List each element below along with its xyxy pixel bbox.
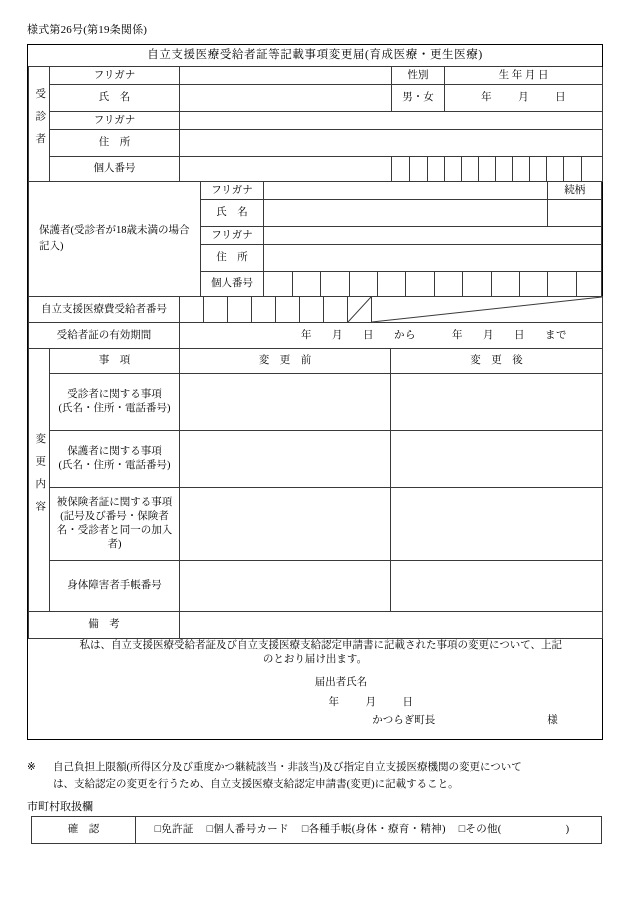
change-item-label: 被保険者証に関する事項 (記号及び番号・保険者 名・受診者と同一の加入 者) [50,488,180,561]
recipient-number-unused-area [372,297,603,323]
mynumber-box[interactable] [530,157,547,182]
decl-day: 日 [402,696,414,708]
guardian-name-label: 氏 名 [200,200,264,227]
checkbox-other[interactable] [459,824,570,835]
recipient-number-label: 自立支援医療費受給者番号 [29,297,180,323]
mynumber-box[interactable] [445,157,462,182]
mynumber-box[interactable] [428,157,445,182]
confirmation-checkboxes [136,817,602,844]
confirmation-row [32,817,602,844]
mynumber-box[interactable] [463,272,491,297]
recipient-number-box[interactable] [324,297,348,323]
change-col-after: 変 更 後 [391,349,603,374]
decl-year: 年 [328,696,340,708]
change-side-label: 変更内容 [29,349,50,612]
patient-side-label: 受診者 [29,67,50,182]
change-after-value[interactable] [391,431,603,488]
patient-mynumber-spacer [180,157,392,182]
patient-birth-value[interactable] [445,85,603,112]
patient-mynumber-label: 個人番号 [50,157,180,182]
validity-value[interactable] [180,323,603,349]
recipient-number-section [28,296,603,323]
valid-from-year: 年 [301,329,312,341]
recipient-number-box[interactable] [300,297,324,323]
patient-furigana-row [29,67,603,85]
valid-from-word: から [394,329,416,341]
mynumber-box[interactable] [434,272,462,297]
mynumber-box[interactable] [576,272,601,297]
guardian-label: 保護者(受診者が18歳未満の場合記入) [29,182,201,297]
mayor-line [28,714,602,728]
recipient-number-box[interactable] [276,297,300,323]
confirmation-label: 確 認 [32,817,136,844]
mynumber-box[interactable] [410,157,428,182]
patient-address-furigana-label: フリガナ [50,112,180,130]
validity-row [29,323,603,349]
valid-to-word: まで [545,329,567,341]
change-item-label: 保護者に関する事項 (氏名・住所・電話番号) [50,431,180,488]
change-col-item: 事 項 [50,349,180,374]
change-section [28,348,603,612]
patient-name-label: 氏 名 [50,85,180,112]
checkbox-other-close-paren: ) [565,824,570,836]
recipient-number-box[interactable] [204,297,228,323]
recipient-number-box[interactable] [180,297,204,323]
municipal-table [31,816,602,844]
checkbox-mynumber-card[interactable]: □個人番号カード [206,824,289,836]
mayor-title: かつらぎ町長 [372,715,436,727]
mynumber-box[interactable] [349,272,377,297]
change-item-label: 身体障害者手帳番号 [50,561,180,612]
patient-mynumber-row [29,157,603,182]
patient-furigana-label: フリガナ [50,67,180,85]
remarks-row [29,612,603,639]
submitter-name-label: 届出者氏名 [314,676,368,688]
recipient-number-box-struck[interactable] [348,297,372,323]
patient-section [28,67,603,182]
footnote [27,760,607,794]
guardian-address-furigana-label: フリガナ [200,227,264,245]
recipient-number-box[interactable] [252,297,276,323]
change-row-patient [29,374,603,431]
patient-furigana-value [180,67,392,85]
mynumber-box[interactable] [547,157,564,182]
guardian-relation-value[interactable] [548,200,602,227]
guardian-address-label: 住 所 [200,245,264,272]
checkbox-various-booklets[interactable]: □各種手帳(身体・療育・精神) [301,824,446,836]
patient-address-label: 住 所 [50,130,180,157]
birth-month-label: 月 [518,92,530,104]
form-number: 様式第26号(第19条関係) [27,24,148,36]
recipient-number-row [29,297,603,323]
change-item-label: 受診者に関する事項 (氏名・住所・電話番号) [50,374,180,431]
change-header-row [29,349,603,374]
mynumber-box[interactable] [513,157,530,182]
remarks-label: 備 考 [29,612,180,639]
valid-to-month: 月 [483,329,494,341]
mynumber-box[interactable] [292,272,320,297]
valid-to-year: 年 [452,329,463,341]
decl-month: 月 [365,696,377,708]
birth-day-label: 日 [555,92,567,104]
declaration-line-1: 私は、自立支援医療受給者証及び自立支援医療支給認定申請書に記載された事項の変更について、上記 [79,640,563,651]
patient-address-furigana-value [180,112,603,130]
footnote-line-1: 自己負担上限額(所得区分及び重度かつ継続該当・非該当)及び指定自立支援医療機関の変更について [53,762,522,773]
change-before-value[interactable] [180,431,391,488]
change-after-value[interactable] [391,561,603,612]
validity-label: 受給者証の有効期間 [29,323,180,349]
mynumber-box[interactable] [564,157,582,182]
change-before-value[interactable] [180,488,391,561]
declaration-block [28,639,602,740]
declaration-line-2: のとおり届け出ます。 [262,653,368,665]
patient-address-value[interactable] [180,130,603,157]
checkbox-other-label: □その他( [458,824,502,836]
change-row-insurance [29,488,603,561]
footnote-mark: ※ [27,762,36,773]
declaration-section [28,638,602,739]
mynumber-box[interactable] [321,272,349,297]
recipient-number-box[interactable] [228,297,252,323]
guardian-address-value[interactable] [264,245,602,272]
guardian-section [28,181,602,297]
footnote-line-2: は、支給認定の変更を行うため、自立支援医療支給認定申請書(変更)に記載すること。 [53,778,459,790]
patient-name-row [29,85,603,112]
remarks-value[interactable] [180,612,603,639]
guardian-address-furigana-value [264,227,602,245]
valid-to-day: 日 [514,329,525,341]
mynumber-box[interactable] [462,157,479,182]
valid-from-day: 日 [363,329,374,341]
guardian-furigana-value [264,182,548,200]
patient-birth-header: 生 年 月 日 [445,67,603,85]
patient-address-furigana-row [29,112,603,130]
mynumber-box[interactable] [377,272,405,297]
birth-year-label: 年 [481,92,493,104]
guardian-furigana-label: フリガナ [200,182,264,200]
mynumber-box[interactable] [392,157,410,182]
patient-gender-header: 性別 [392,67,445,85]
page-title: 自立支援医療受給者証等記載事項変更届(育成医療・更生医療) [28,45,602,67]
mynumber-box[interactable] [264,272,292,297]
remarks-section [28,611,603,639]
validity-section [28,322,603,349]
honorific: 様 [547,715,558,727]
change-after-value[interactable] [391,374,603,431]
patient-address-row [29,130,603,157]
change-before-value[interactable] [180,561,391,612]
mynumber-box[interactable] [519,272,547,297]
mynumber-box[interactable] [479,157,496,182]
change-before-value[interactable] [180,374,391,431]
change-after-value[interactable] [391,488,603,561]
valid-from-month: 月 [332,329,343,341]
mynumber-box[interactable] [406,272,434,297]
mynumber-box[interactable] [582,157,603,182]
mynumber-box[interactable] [496,157,513,182]
checkbox-license[interactable]: □免許証 [154,824,194,836]
patient-gender-value[interactable]: 男・女 [392,85,445,112]
guardian-name-value[interactable] [264,200,548,227]
change-col-before: 変 更 前 [180,349,391,374]
municipal-section-label: 市町村取扱欄 [27,801,93,813]
main-form-table [27,44,603,740]
patient-name-value [180,85,392,112]
mynumber-box[interactable] [491,272,519,297]
change-row-disability-booklet [29,561,603,612]
guardian-relation-label: 続柄 [548,182,602,200]
declaration-date-line[interactable] [28,696,602,710]
mynumber-box[interactable] [548,272,576,297]
guardian-mynumber-label: 個人番号 [200,272,264,297]
change-row-guardian [29,431,603,488]
guardian-furigana-row [29,182,602,200]
